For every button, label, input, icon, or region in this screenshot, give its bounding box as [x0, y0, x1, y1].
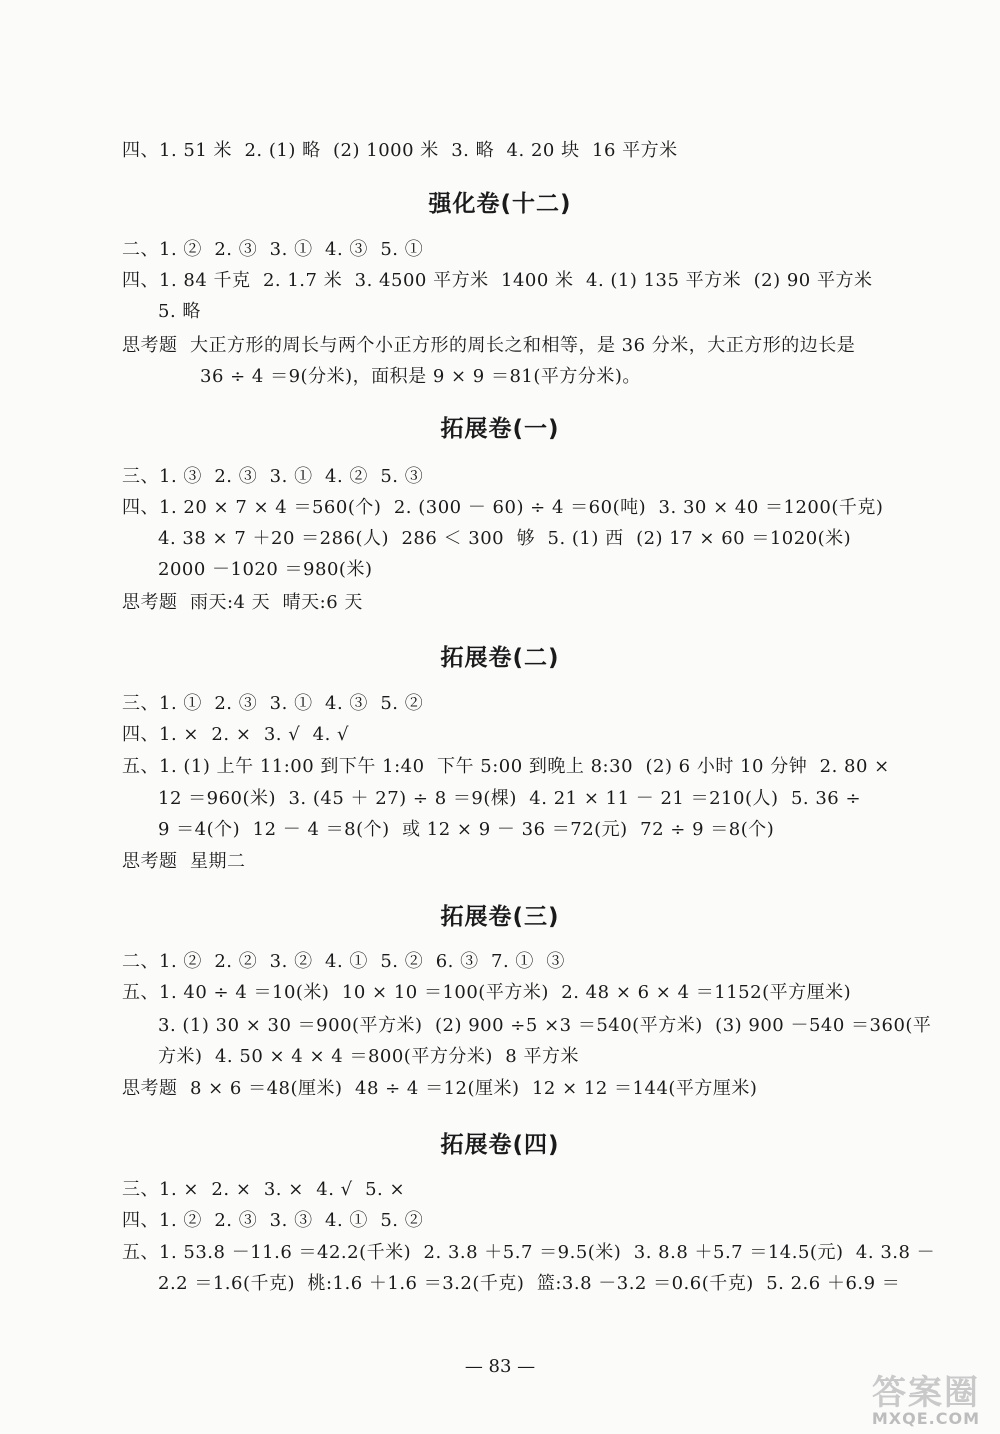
- answer-line: 四、1. 51 米 2. (1) 略 (2) 1000 米 3. 略 4. 20 块 16 平方米: [122, 140, 678, 161]
- answer-line: 思考题 星期二: [122, 851, 246, 872]
- answer-line: 二、1. ② 2. ③ 3. ① 4. ③ 5. ①: [122, 239, 424, 260]
- answer-line: 36 ÷ 4 ＝9(分米)，面积是 9 × 9 ＝81(平方分米)。: [200, 366, 641, 387]
- answer-line: 3. (1) 30 × 30 ＝900(平方米) (2) 900 ÷5 ×3 ＝540(平方米) (3) 900 －540 ＝360(平: [158, 1015, 932, 1036]
- answer-line: 5. 略: [158, 301, 201, 322]
- answer-line: 四、1. × 2. × 3. √ 4. √: [122, 724, 350, 745]
- answer-line: 三、1. ③ 2. ③ 3. ① 4. ② 5. ③: [122, 466, 424, 487]
- answer-line: 四、1. 84 千克 2. 1.7 米 3. 4500 平方米 1400 米 4. (1) 135 平方米 (2) 90 平方米: [122, 270, 873, 291]
- answer-line: 二、1. ② 2. ② 3. ② 4. ① 5. ② 6. ③ 7. ① ③: [122, 951, 565, 972]
- answer-line: 三、1. × 2. × 3. × 4. √ 5. ×: [122, 1179, 406, 1200]
- answer-line: 4. 38 × 7 ＋20 ＝286(人) 286 ＜ 300 够 5. (1) 西 (2) 17 × 60 ＝1020(米): [158, 528, 852, 549]
- answer-line: 思考题 8 × 6 ＝48(厘米) 48 ÷ 4 ＝12(厘米) 12 × 12 ＝144(平方厘米): [122, 1078, 758, 1099]
- section-heading: 拓展卷(三): [440, 904, 560, 930]
- answer-line: 思考题 雨天:4 天 晴天:6 天: [122, 592, 363, 613]
- answer-line: 五、1. (1) 上午 11:00 到下午 1:40 下午 5:00 到晚上 8:30 (2) 6 小时 10 分钟 2. 80 ×: [122, 756, 890, 777]
- answer-line: 2000 －1020 ＝980(米): [158, 559, 373, 580]
- answer-line: 方米) 4. 50 × 4 × 4 ＝800(平方分米) 8 平方米: [158, 1046, 579, 1067]
- section-heading: 拓展卷(一): [440, 416, 560, 442]
- answer-line: 五、1. 40 ÷ 4 ＝10(米) 10 × 10 ＝100(平方米) 2. 48 × 6 × 4 ＝1152(平方厘米): [122, 982, 852, 1003]
- section-heading: 拓展卷(二): [440, 645, 560, 671]
- answer-line: 四、1. 20 × 7 × 4 ＝560(个) 2. (300 － 60) ÷ 4 ＝60(吨) 3. 30 × 40 ＝1200(千克): [122, 497, 884, 518]
- answer-line: 9 ＝4(个) 12 － 4 ＝8(个) 或 12 × 9 － 36 ＝72(元) 72 ÷ 9 ＝8(个): [158, 819, 775, 840]
- answer-line: 四、1. ② 2. ③ 3. ③ 4. ① 5. ②: [122, 1210, 424, 1231]
- answer-line: 12 ＝960(米) 3. (45 ＋ 27) ÷ 8 ＝9(棵) 4. 21 × 11 － 21 ＝210(人) 5. 36 ÷: [158, 788, 862, 809]
- watermark-url: MXQE.COM: [871, 1409, 980, 1428]
- page-number: — 83 —: [464, 1356, 536, 1377]
- section-heading: 拓展卷(四): [440, 1132, 560, 1158]
- watermark-logo: [790, 1373, 980, 1428]
- answer-line: 2.2 ＝1.6(千克) 桃:1.6 ＋1.6 ＝3.2(千克) 篮:3.8 －3.2 ＝0.6(千克) 5. 2.6 ＋6.9 ＝: [158, 1273, 901, 1294]
- answer-line: 思考题 大正方形的周长与两个小正方形的周长之和相等，是 36 分米，大正方形的边长是: [122, 335, 856, 356]
- section-heading: 强化卷(十二): [428, 191, 572, 217]
- answer-line: 五、1. 53.8 －11.6 ＝42.2(千米) 2. 3.8 ＋5.7 ＝9.5(米) 3. 8.8 ＋5.7 ＝14.5(元) 4. 3.8 －: [122, 1242, 936, 1263]
- watermark-title: 答案圈: [872, 1373, 980, 1413]
- answer-line: 三、1. ① 2. ③ 3. ① 4. ③ 5. ②: [122, 693, 424, 714]
